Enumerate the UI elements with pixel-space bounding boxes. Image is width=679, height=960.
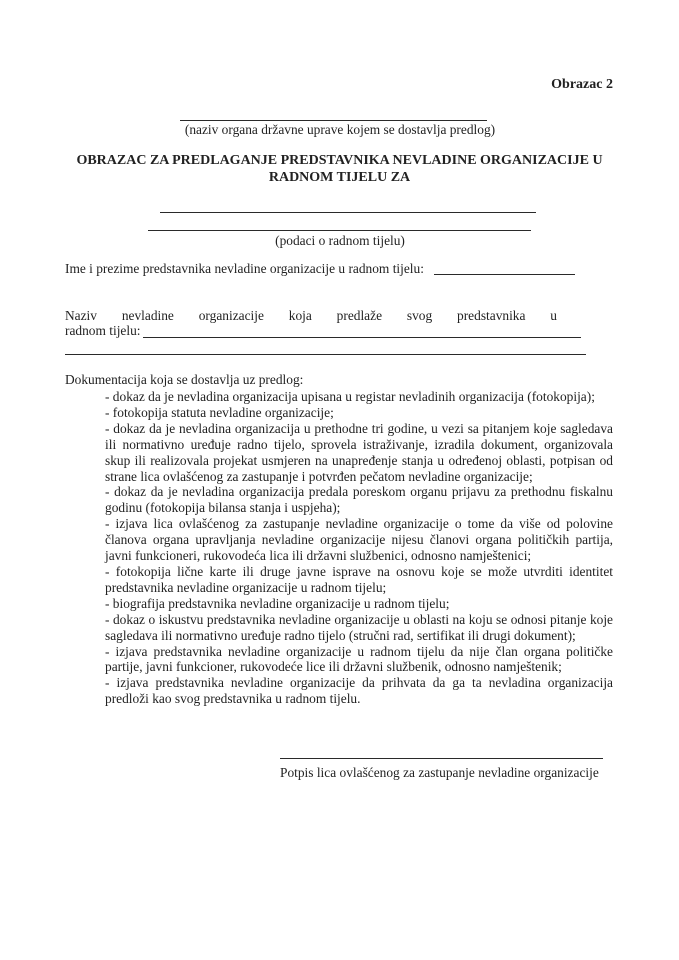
recipient-authority-caption: (naziv organa državne uprave kojem se dostavlja predlog) xyxy=(184,122,496,137)
documentation-list xyxy=(105,389,613,707)
ngo-name-label-line-2: radnom tijelu: xyxy=(65,323,141,338)
working-body-caption: (podaci o radnom tijelu) xyxy=(275,233,405,248)
ngo-label-word: koja xyxy=(288,308,312,323)
documentation-item: - dokaz da je nevladina organizacija u prethodne tri godine, u vezi sa pitanjem koje sagledava ili normativno uređuje radno tijelo, sprovela istraživanje, izradila dokument, organizovala skup ili realizovala projekat usmjeren na unapređenje stanja u određenoj oblasti, potpisan od strane lica ovlašćenog za zastupanje i potvrđen pečatom nevladine organizacije; xyxy=(105,420,613,484)
documentation-item: - izjava lica ovlašćenog za zastupanje nevladine organizacije o tome da više od polovine članova organa upravljanja nevladine organizacije nijesu članovi organa političkih partija, javni funkcioneri, rukovodeća lica ili državni službenici, odnosno namještenici; xyxy=(105,516,613,564)
signature-field[interactable] xyxy=(280,758,603,759)
recipient-authority-field[interactable] xyxy=(180,120,487,121)
documentation-item: - izjava predstavnika nevladine organizacije u radnom tijelu da nije član organa političke partije, javni funkcioner, rukovodeće lice ili državni službenik, odnosno namještenik; xyxy=(105,643,613,675)
form-title-line-2: RADNOM TIJELU ZA xyxy=(268,170,411,185)
ngo-label-word: Naziv xyxy=(65,308,97,323)
representative-name-label: Ime i prezime predstavnika nevladine organizacije u radnom tijelu: xyxy=(65,261,424,276)
documentation-item: - biografija predstavnika nevladine organizacije u radnom tijelu; xyxy=(105,595,450,611)
documentation-item: - dokaz da je nevladina organizacija predala poreskom organu prijavu za prethodnu fiskalnu godinu (fotokopija bilansa stanja i uspjeha); xyxy=(105,484,613,516)
ngo-name-field-line-2[interactable] xyxy=(65,354,586,355)
ngo-name-field-line-1[interactable] xyxy=(143,337,581,338)
form-title-line-1: OBRAZAC ZA PREDLAGANJE PREDSTAVNIKA NEVLADINE ORGANIZACIJE U xyxy=(76,153,603,168)
documentation-item: - fotokopija lične karte ili druge javne isprave na osnovu koje se može utvrditi identitet predstavnika nevladine organizacije u radnom tijelu; xyxy=(105,563,613,595)
documentation-item: - dokaz o iskustvu predstavnika nevladine organizacije u oblasti na koju se odnosi pitanje koje sagledava ili normativno uređuje radno tijelo (stručni rad, sertifikat ili drugi dokument); xyxy=(105,611,613,643)
ngo-label-word: u xyxy=(550,308,557,323)
ngo-label-word: nevladine xyxy=(121,308,174,323)
ngo-label-word: predstavnika xyxy=(457,308,526,323)
form-number: Obrazac 2 xyxy=(551,77,613,92)
ngo-label-word: predlaže xyxy=(336,308,383,323)
ngo-label-word: organizacije xyxy=(198,308,264,323)
documentation-heading: Dokumentacija koja se dostavlja uz predlog: xyxy=(65,372,304,387)
working-body-field-line-1[interactable] xyxy=(160,212,536,213)
signature-caption: Potpis lica ovlašćenog za zastupanje nevladine organizacije xyxy=(280,765,599,780)
working-body-field-line-2[interactable] xyxy=(148,230,531,231)
ngo-label-word: svog xyxy=(406,308,433,323)
documentation-item: - dokaz da je nevladina organizacija upisana u registar nevladinih organizacija (fotokopija); xyxy=(105,389,595,404)
documentation-item: - izjava predstavnika nevladine organizacije da prihvata da ga ta nevladina organizacija predloži kao svog predstavnika u radnom tijelu. xyxy=(105,675,613,707)
documentation-item: - fotokopija statuta nevladine organizacije; xyxy=(105,404,334,420)
ngo-name-label-line-1 xyxy=(65,308,557,324)
representative-name-field[interactable] xyxy=(434,274,575,275)
